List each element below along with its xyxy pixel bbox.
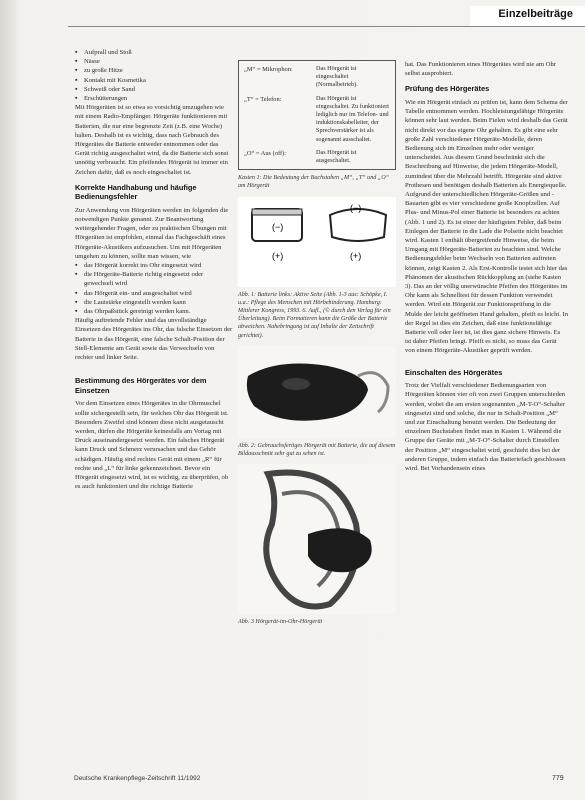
table-key: „M“ = Mikrophon: (244, 66, 293, 73)
footer-journal: Deutsche Krankenpflege-Zeitschrift 11/1992 (74, 775, 201, 782)
table-key: „T“ = Telefon: (244, 95, 282, 103)
table-row (244, 65, 390, 90)
minus-label: (−) (272, 221, 284, 232)
paragraph: Wie ein Hörgerät einfach zu prüfen ist, kann dem Schema der Tabelle entnommen werden. Hochleistungsfähige Hörgeräte können sehr laut werden. Beim Fielen wird deshalb das Gerät nicht direkt vor das eigene Ohr gehalten. Es gibt eine sehr große Zahl verschiedener Hörgeräte-Modelle, deren Bedienung sich im Einzelnen mehr oder weniger unterscheidet. Aus diesem Grund beschränkt sich die Beschreibung auf Hinweise, die jedem Hörgeräte-Modell, zumindest über die Mehrzahl betrifft. Hörgeräte sind aktive Prothesen und benötigen deshalb Batterien als Energiequelle. Aufgrund der unterschiedlichen Hörgeräte-Größen und -Bauarten gibt es vier verschiedene große Knopfzellen. Auf Plus- und Minus-Pol einer Batterie ist besonders zu achten (Abb. 1 und 2). Es ist einer der häufigsten Fehler, daß beim Einlegen der Batterie in die Lade die Polseite nicht beachtet wird. Kasten 1 enthält übergreifende Hinweise, die beim Umgang mit Hörgeräte-Batterien zu beachten sind. Welche Bedienungsfehler beim Wechseln von Batterien auftreten können, zeigt Kasten 2. Als Erst-Kontrolle testet sich hier das Phänomen der akustischen Rückkopplung an (siehe Kasten 3). Das an der völlig unerwünschte Pfeifen des Hörgerätes im Ohr kann als Schnelltest für dessen Funktion verwendet werden. Wird ein Hörgerät zur Funktionsprüfung in die Mulde der leicht geöffneten Hand gehalten, pfeift es leicht. In der Regel ist dies ein Zeichen, daß eine funktionsfähige Batterie voll oder leer ist, ist dies ganz sichere Hinweis. Es ist daher Pfeifen bringt. Pfeift es nicht, so muss das Gerät von einem Hörgeräte-Akustiker geprüft werden. (405, 98, 569, 355)
list-item: ▪ das Hörgerät korrekt ins Ohr eingesetzt wird (75, 261, 233, 270)
table-row (244, 149, 390, 165)
hearing-aid-photo (238, 346, 396, 438)
heading-testing: Prüfung des Hörgerätes (405, 84, 490, 94)
paragraph: hat. Das Funktionieren eines Hörgerätes wird nie am Ohr selbst ausprobiert. (405, 61, 556, 78)
list-item: ▪ die Hörgeräte-Batterie richtig eingesetzt oder gewechselt wird (75, 270, 233, 288)
table-value: Das Hörgerät ist ausgeschaltet. (316, 148, 357, 165)
caption-figure-2: Abb. 2: Gebrauchsfertiges Hörgerät mit Batterie, die auf diesem Bildausschnitt sehr gut zu sehen ist. (238, 442, 396, 458)
usage-list (75, 261, 233, 316)
hearing-aid-figure (238, 346, 396, 438)
plus-label: (+) (272, 250, 284, 261)
battery-figure (238, 197, 396, 287)
section-title: Einzelbeiträge (498, 8, 573, 20)
hearing-aid-body (247, 363, 368, 420)
heading-switch-on: Einschalten des Hörgerätes (405, 367, 503, 377)
ite-device (308, 529, 372, 573)
table-key: „O“ = Aus (off): (244, 149, 286, 157)
battery-right (330, 209, 386, 241)
ite-figure (238, 464, 396, 614)
list-item: ▪ das Ohrpaßstück gereinigt werden kann. (75, 307, 233, 316)
plus-label: (+) (350, 250, 362, 261)
column-3 (405, 60, 568, 473)
column-2 (238, 60, 396, 626)
list-item: ▪ die Lautstärke eingestellt werden kann (75, 298, 233, 307)
paragraph: Trotz der Vielfalt verschiedener Bedienungsarten von Hörgeräten können vier oft von zwei Gruppen unterschieden werden, wobei die am ersten sogenannten „M-T-O“-Schalter eingesetzt sind und solche, die nur in Schalt-Position „M“ und zur Einschaltung benutzt werden. Die Bedeutung der einzelnen Buchstaben findet man in Kasten 1. Während die Gruppe der Geräte mit „M-T-O“-Schalter durch Einstellen der Position „M“ eingeschaltet wird, geschieht dies bei der anderen Gruppe, indem einfach das Batteriefach geschlossen wird. Bei Vorhandensein eines (405, 382, 566, 472)
table-row (244, 95, 390, 144)
battery-left-cap (252, 209, 302, 215)
table-value: Das Hörgerät ist eingeschaltet (Normalbetrieb). (316, 65, 358, 89)
paragraph: Mit Hörgeräten ist so etwa so vorsichtig umzugehen wie mit einem Radio-Empfänger. Hörgeräte funktionieren mit Batterien, die nur eine begrenzte Zeit (z.B. eine Woche) halten. Deshalb ist es wichtig, dass nach Gebrauch des Hörgerätes die Batterie entweder entnommen oder das Gerät richtig ausgeschaltet wird, da die Batterie sich sonst unnötig verbraucht. Ein pfeifendes Hörgerät ist immer ein Zeichen dafür, daß es noch eingeschaltet ist. (75, 104, 229, 176)
page-number: 779 (552, 775, 564, 782)
table-value: Das Hörgerät ist eingeschaltet. Zu funktioniert lediglich nur im Telefon- und induktionskabelleiter, der Sprechverstärker ist als sogenannt ausschaltet. (316, 94, 390, 143)
list-item: ▪ zu große Hitze (75, 66, 233, 75)
ear-photo (238, 464, 396, 614)
risk-list (75, 48, 233, 103)
list-item: ▪ Nässe (75, 57, 233, 66)
list-item: ▪ das Hörgerät ein- und ausgeschaltet wird (75, 289, 233, 298)
paragraph: Zur Anwendung von Hörgeräten werden im folgenden die notwendigen Punkte genannt. Zur Beantwortung weitergehender Fragen, oder zu praktischen Übungen mit Hörgeräten ist empfohlen, einmal das Fachgeschäft eines Hörgeräte-Akustikers aufzusuchen. Um mit Hörgeräten umgehen zu können, sollte man wissen, wie (75, 206, 229, 260)
header-rule (68, 26, 585, 27)
paragraph: Häufig auftretende Fehler sind das unvollständige Einsetzen des Hörgerätes ins Ohr, das falsche Einsetzen der Batterie in das Hörgerät, eine falsche Schalt-Position der Stell-Elemente am Gerät sowie das Verwechseln von rechter und linker Seite. (75, 317, 233, 362)
caption-box: Kasten 1: Die Bedeutung der Buchstaben „M“, „T“ und „O“ am Hörgerät (238, 175, 389, 190)
heading-determination: Bestimmung des Hörgerätes vor dem Einsetzen (75, 376, 207, 395)
list-item: ▪ Erschütterungen (75, 94, 233, 103)
list-item: ▪ Aufprall und Stoß (75, 48, 233, 57)
paragraph: Vor dem Einsetzen eines Hörgerätes in die Ohrmuschel sollte sichergestellt sein, für welches Ohr das Hörgerät ist. Besonders Zweifel sind können diese nicht ausgetauscht werden, dürfen die Hörgeräte keinesfalls am Vortag mit Druck auseinandergesetzt werden. Ein falsches Hörgerät kann Druck und Schmerz verursachen und das Gehör schädigen. Häufig sind rechtes Gerät mit einem „R“ für rechte und „L“ für linke gekennzeichnet. Bevor ein Hörgerät eingesetzt wird, ist es wichtig, zu überprüfen, ob es auch funktioniert und die richtige Batterie (75, 400, 229, 491)
info-box (238, 60, 396, 170)
hearing-aid-switch (282, 378, 310, 390)
list-item: ▪ Schweiß oder Sand (75, 85, 233, 94)
minus-label: (−) (350, 202, 362, 213)
column-1 (75, 48, 233, 491)
heading-handling: Korrekte Handhabung und häufige Bedienungsfehler (75, 182, 197, 202)
caption-figure-1: Abb. 1: Batterie links: Aktive Seite (Abb. 1-3 aus: Schöpke, I. u.a.: Pflege des Menschen mit Hörbehinderung. Hamburg: Mittlerer Kongress, 1993. 6. Aufl., (© durch den Verlag für ein Überleitung). Beim Formatieren kann die Größe der Batterie abweichen. Nahebringung ist auf Inhalte der Zeitschrift gerichtet). (238, 291, 391, 339)
list-item: ▪ Kontakt mit Kosmetika (75, 76, 233, 85)
battery-illustration (238, 197, 396, 287)
caption-figure-3: Abb. 3 Hörgerät-im-Ohr-Hörgerät (238, 619, 323, 626)
